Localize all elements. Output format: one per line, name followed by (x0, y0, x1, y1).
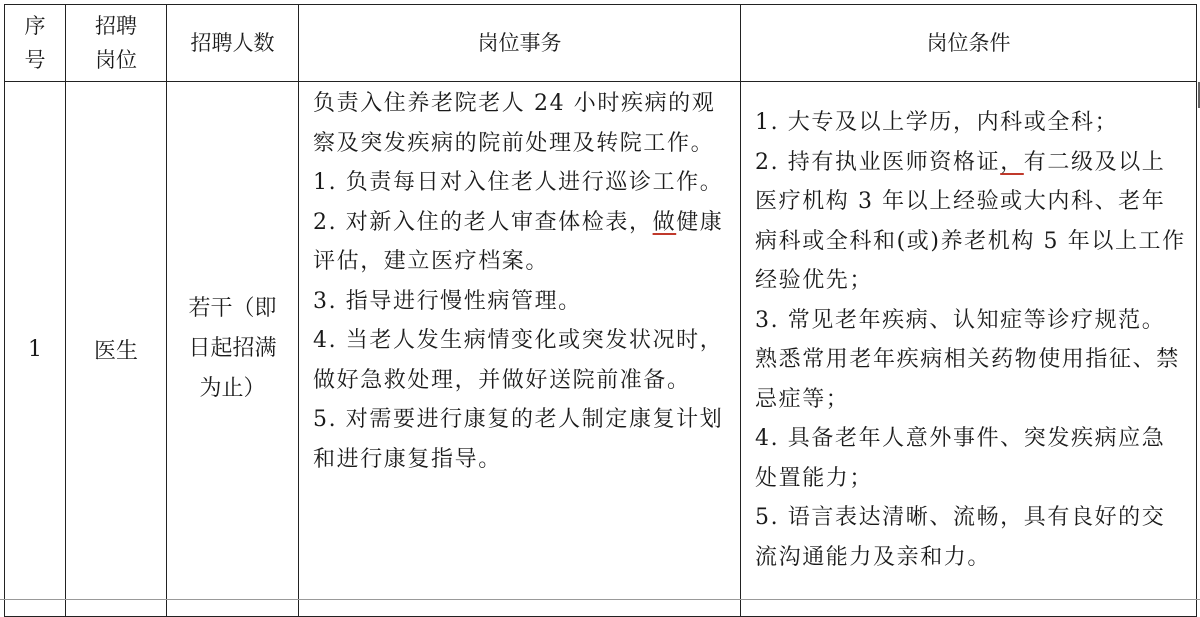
header-seq-label: 序号 (24, 14, 46, 72)
header-seq (5, 5, 66, 82)
header-duties-label: 岗位事务 (477, 31, 562, 55)
duties-item-3: 3. 指导进行慢性病管理。 (313, 288, 582, 314)
duties-item-4: 4. 当老人发生病情变化或突发状况时，做好急救处理，并做好送院前准备。 (313, 328, 724, 393)
position-value: 医生 (93, 338, 138, 364)
req-item-3: 3. 常见老年疾病、认知症等诊疗规范。熟悉常用老年疾病相关药物使用指征、禁忌症等； (755, 307, 1180, 412)
req-item-1: 1. 大专及以上学历，内科或全科； (755, 110, 1119, 135)
req-item-2-part-b: 有二级及以上医疗机构 3 年以上经验或大内科、老年病科或全科和(或)养老机构 5 年以上工作经验优先； (755, 149, 1186, 293)
cell-requirements (741, 82, 1197, 617)
req-item-2 (755, 143, 1188, 301)
header-count (167, 5, 299, 82)
duties-intro: 负责入住养老院老人 24 小时疾病的观察及突发疾病的院前处理及转院工作。 (313, 91, 716, 156)
header-requirements-label: 岗位条件 (926, 31, 1011, 55)
duties-item-2-part-b: 健康评估，建立医疗档案。 (313, 209, 724, 274)
cell-position (66, 82, 167, 617)
req-item-5: 5. 语言表达清晰、流畅，具有良好的交流沟通能力及亲和力。 (755, 505, 1166, 570)
header-requirements (741, 5, 1197, 82)
header-duties (299, 5, 741, 82)
table-row (5, 82, 1197, 617)
header-count-label: 招聘人数 (190, 31, 275, 55)
req-item-2-part-a: 2. 持有执业医师资格证 (755, 149, 1001, 175)
count-value: 若干（即日起招满为止） (188, 296, 277, 401)
seq-value: 1 (28, 336, 42, 362)
duties-item-1: 1. 负责每日对入住老人进行巡诊工作。 (313, 170, 724, 195)
cell-seq (5, 82, 66, 617)
cell-duties (299, 82, 741, 617)
page-bottom-rule (0, 599, 1200, 600)
duties-item-2 (313, 203, 732, 282)
header-position-label: 招聘岗位 (95, 14, 137, 72)
recruitment-table (4, 4, 1197, 617)
cell-count (167, 82, 299, 617)
duties-item-5: 5. 对需要进行康复的老人制定康复计划和进行康复指导。 (313, 407, 724, 472)
req-item-4: 4. 具备老年人意外事件、突发疾病应急处置能力； (755, 426, 1166, 491)
duties-item-2-part-a: 2. 对新入住的老人审查体检表， (313, 209, 653, 235)
header-position (66, 5, 167, 82)
duties-item-2-highlight: 做 (652, 209, 677, 235)
req-item-2-highlight: ， (1000, 149, 1024, 175)
table-header-row (5, 5, 1197, 82)
